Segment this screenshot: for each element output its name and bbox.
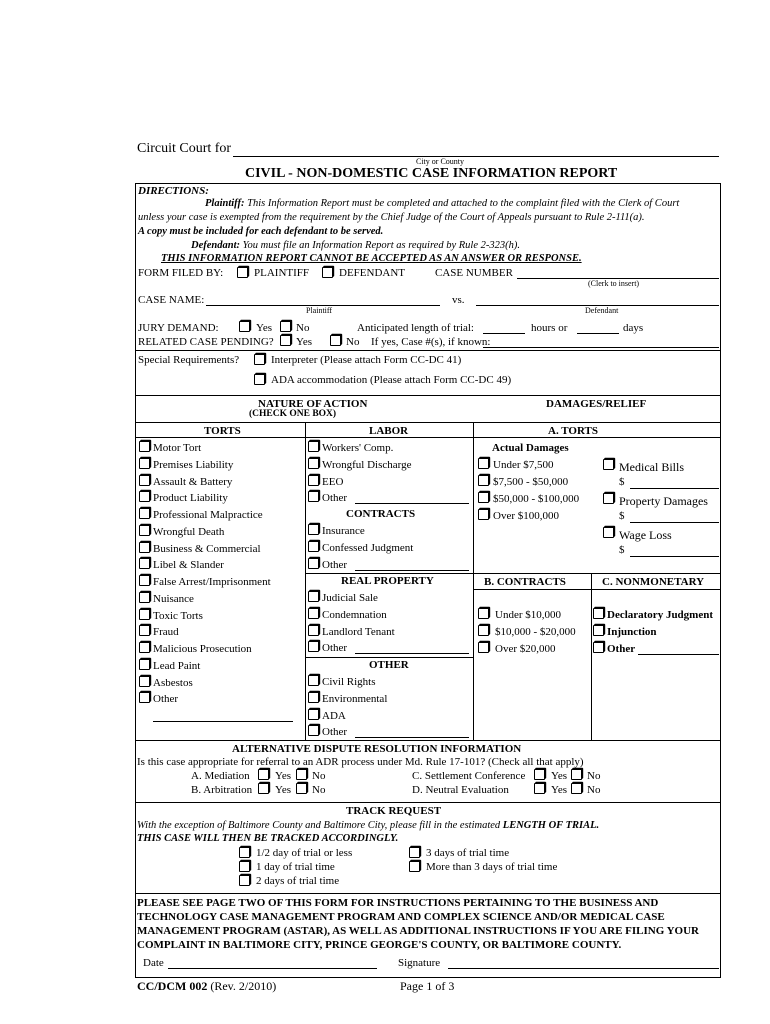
related-no-checkbox[interactable] bbox=[330, 335, 341, 346]
related-no-label: No bbox=[346, 336, 360, 348]
real-landlord-tenant-checkbox[interactable] bbox=[308, 625, 319, 636]
tort-nuisance-label: Nuisance bbox=[153, 592, 194, 605]
nonmonetary-injunction-label: Injunction bbox=[607, 626, 657, 638]
medical-bills-field[interactable] bbox=[630, 476, 719, 489]
column-divider bbox=[591, 573, 592, 740]
plaintiff-sub-label: Plaintiff bbox=[306, 306, 333, 315]
tort-libel-slander-checkbox[interactable] bbox=[139, 558, 150, 569]
labor-other-label: Other bbox=[322, 492, 348, 505]
tort-professional-malpractice-checkbox[interactable] bbox=[139, 508, 150, 519]
actual-under-7-500-checkbox[interactable] bbox=[478, 458, 489, 469]
contract-insurance-label: Insurance bbox=[322, 525, 365, 537]
signature-field[interactable] bbox=[448, 956, 719, 969]
other-environmental-checkbox[interactable] bbox=[308, 692, 319, 703]
real-landlord-tenant-label: Landlord Tenant bbox=[322, 625, 395, 638]
plaintiff-name-field[interactable] bbox=[206, 293, 440, 306]
neutral-yes-label: Yes bbox=[551, 784, 568, 796]
labor-wrongful-discharge-label: Wrongful Discharge bbox=[322, 458, 412, 471]
court-label: Circuit Court for bbox=[137, 141, 232, 156]
settlement-label: C. Settlement Conference bbox=[412, 770, 526, 782]
nonmonetary-other-checkbox[interactable] bbox=[593, 642, 604, 653]
labor-other-checkbox[interactable] bbox=[308, 491, 319, 502]
property-damages-checkbox[interactable] bbox=[603, 493, 614, 504]
track-line-2: THIS CASE WILL THEN BE TRACKED ACCORDINGLY. bbox=[137, 833, 399, 844]
tort-fraud-checkbox[interactable] bbox=[139, 625, 150, 636]
defendant-sub-label: Defendant bbox=[585, 306, 619, 315]
medical-dollar: $ bbox=[619, 476, 625, 488]
column-divider bbox=[305, 422, 306, 740]
tort-asbestos-checkbox[interactable] bbox=[139, 676, 150, 687]
nature-heading: NATURE OF ACTION bbox=[258, 398, 368, 410]
form-filed-by-label: FORM FILED BY: bbox=[138, 267, 224, 279]
b-contract-10-000-20-000-checkbox[interactable] bbox=[478, 625, 489, 636]
track-more-days-label: More than 3 days of trial time bbox=[426, 861, 558, 873]
nonmonetary-injunction-checkbox[interactable] bbox=[593, 625, 604, 636]
b-contract-under-10-000-label: Under $10,000 bbox=[495, 609, 561, 621]
if-yes-label: If yes, Case #(s), if known: bbox=[371, 336, 491, 348]
other-civil-rights-checkbox[interactable] bbox=[308, 675, 319, 686]
notice-line-2: TECHNOLOGY CASE MANAGEMENT PROGRAM AND COMPLEX SCIENCE AND/OR MEDICAL CASE bbox=[137, 911, 665, 923]
b-contracts-heading: B. CONTRACTS bbox=[484, 576, 566, 588]
other-heading: OTHER bbox=[369, 659, 409, 671]
page-number: Page 1 of 3 bbox=[400, 979, 455, 993]
wage-loss-label: Wage Loss bbox=[619, 528, 672, 542]
defendant-name-field[interactable] bbox=[476, 293, 719, 306]
ada-accommodation-label: ADA accommodation (Please attach Form CC-DC 49) bbox=[271, 374, 512, 386]
date-label: Date bbox=[143, 957, 164, 969]
jury-yes-label: Yes bbox=[256, 322, 273, 334]
contract-other-checkbox[interactable] bbox=[308, 558, 319, 569]
real-condemnation-checkbox[interactable] bbox=[308, 608, 319, 619]
vs-label: vs. bbox=[452, 294, 465, 306]
labor-other-field[interactable] bbox=[355, 491, 469, 504]
hours-field[interactable] bbox=[483, 321, 525, 334]
tort-assault-battery-checkbox[interactable] bbox=[139, 475, 150, 486]
defendant-checkbox[interactable] bbox=[322, 267, 333, 278]
tort-other-label: Other bbox=[153, 693, 179, 706]
neutral-yes-checkbox[interactable] bbox=[534, 783, 545, 794]
labor-heading: LABOR bbox=[369, 425, 409, 437]
divider bbox=[473, 437, 721, 438]
actual-7-500-50-000-label: $7,500 - $50,000 bbox=[493, 476, 569, 488]
related-yes-label: Yes bbox=[296, 336, 313, 348]
divider bbox=[135, 893, 721, 894]
settlement-yes-label: Yes bbox=[551, 770, 568, 782]
tort-professional-malpractice-label: Professional Malpractice bbox=[153, 509, 263, 521]
settlement-no-label: No bbox=[587, 770, 601, 782]
track-one-day-checkbox[interactable] bbox=[239, 861, 250, 872]
divider bbox=[135, 802, 721, 803]
tort-business-commercial-checkbox[interactable] bbox=[139, 542, 150, 553]
track-two-days-checkbox[interactable] bbox=[239, 875, 250, 886]
notice-line-3: MANAGEMENT PROGRAM (ASTAR), AS WELL AS ADDITIONAL INSTRUCTIONS IF YOU ARE FILING YOUR bbox=[137, 925, 699, 937]
labor-wrongful-discharge-checkbox[interactable] bbox=[308, 458, 319, 469]
property-damages-label: Property Damages bbox=[619, 494, 708, 508]
tort-motor-tort-label: Motor Tort bbox=[153, 442, 202, 454]
divider bbox=[305, 573, 473, 574]
mediation-label: A. Mediation bbox=[191, 770, 250, 782]
other-ada-checkbox[interactable] bbox=[308, 709, 319, 720]
nonmonetary-declaratory-judgment-label: Declaratory Judgment bbox=[607, 609, 714, 621]
tort-wrongful-death-checkbox[interactable] bbox=[139, 525, 150, 536]
mediation-no-label: No bbox=[312, 770, 326, 782]
divider bbox=[305, 657, 473, 658]
contract-other-field[interactable] bbox=[355, 558, 469, 571]
plaintiff-label: PLAINTIFF bbox=[254, 267, 310, 279]
tort-premises-liability-label: Premises Liability bbox=[153, 458, 234, 471]
column-divider bbox=[473, 422, 474, 740]
actual-under-7-500-label: Under $7,500 bbox=[493, 459, 554, 471]
track-more-days-checkbox[interactable] bbox=[409, 861, 420, 872]
neutral-no-label: No bbox=[587, 784, 601, 796]
divider bbox=[473, 573, 721, 574]
adr-question: Is this case appropriate for referral to an ADR process under Md. Rule 17-101? (Check all that apply) bbox=[137, 756, 584, 768]
defendant-lead: Defendant: bbox=[191, 240, 240, 251]
tort-motor-tort-checkbox[interactable] bbox=[139, 441, 150, 452]
notice-line-4: COMPLAINT IN BALTIMORE CITY, PRINCE GEORGE'S COUNTY, OR BALTIMORE COUNTY. bbox=[137, 939, 622, 951]
hours-or-label: hours or bbox=[531, 322, 568, 334]
interpreter-checkbox[interactable] bbox=[254, 354, 265, 365]
c-nonmonetary-heading: C. NONMONETARY bbox=[602, 576, 705, 588]
other-other-field[interactable] bbox=[355, 725, 469, 738]
labor-eeo-label: EEO bbox=[322, 475, 344, 488]
tort-assault-battery-label: Assault & Battery bbox=[153, 475, 233, 488]
contract-other-label: Other bbox=[322, 558, 348, 571]
divider bbox=[135, 350, 721, 351]
actual-over-100-000-label: Over $100,000 bbox=[493, 510, 559, 522]
tort-asbestos-label: Asbestos bbox=[153, 676, 193, 689]
b-contract-over-20-000-checkbox[interactable] bbox=[478, 642, 489, 653]
tort-libel-slander-label: Libel & Slander bbox=[153, 559, 224, 572]
other-environmental-label: Environmental bbox=[322, 692, 388, 705]
arbitration-no-checkbox[interactable] bbox=[296, 783, 307, 794]
real-other-field[interactable] bbox=[355, 641, 469, 654]
jury-demand-label: JURY DEMAND: bbox=[138, 322, 219, 334]
tort-nuisance-checkbox[interactable] bbox=[139, 592, 150, 603]
labor-workers-comp-checkbox[interactable] bbox=[308, 441, 319, 452]
neutral-no-checkbox[interactable] bbox=[571, 783, 582, 794]
damages-heading: DAMAGES/RELIEF bbox=[546, 398, 647, 410]
actual-7-500-50-000-checkbox[interactable] bbox=[478, 475, 489, 486]
anticipated-label: Anticipated length of trial: bbox=[357, 322, 474, 334]
ada-accommodation-checkbox[interactable] bbox=[254, 374, 265, 385]
actual-over-100-000-checkbox[interactable] bbox=[478, 509, 489, 520]
b-contract-over-20-000-label: Over $20,000 bbox=[495, 643, 556, 655]
copy-note: A copy must be included for each defendant to be served. bbox=[138, 226, 384, 237]
arbitration-no-label: No bbox=[312, 784, 326, 796]
track-line-1a: With the exception of Baltimore County and Baltimore City, please fill in the estimated bbox=[137, 820, 501, 831]
jury-yes-checkbox[interactable] bbox=[239, 321, 250, 332]
track-one-day-label: 1 day of trial time bbox=[256, 861, 335, 873]
arbitration-label: B. Arbitration bbox=[191, 784, 253, 796]
contract-insurance-checkbox[interactable] bbox=[308, 524, 319, 535]
real-condemnation-label: Condemnation bbox=[322, 608, 387, 621]
b-contract-10-000-20-000-label: $10,000 - $20,000 bbox=[495, 626, 576, 638]
divider bbox=[473, 589, 721, 590]
related-yes-checkbox[interactable] bbox=[280, 335, 291, 346]
real-judicial-sale-label: Judicial Sale bbox=[322, 592, 378, 604]
torts-heading: TORTS bbox=[204, 425, 241, 437]
form-id bbox=[137, 979, 276, 994]
actual-50-000-100-000-label: $50,000 - $100,000 bbox=[493, 493, 580, 505]
tort-false-arrest-imprisonment-label: False Arrest/Imprisonment bbox=[153, 576, 271, 588]
tort-lead-paint-checkbox[interactable] bbox=[139, 659, 150, 670]
court-field[interactable] bbox=[233, 142, 719, 157]
actual-damages-label: Actual Damages bbox=[492, 442, 569, 454]
arbitration-yes-checkbox[interactable] bbox=[258, 783, 269, 794]
mediation-no-checkbox[interactable] bbox=[296, 769, 307, 780]
torts-other-field[interactable] bbox=[153, 709, 293, 722]
date-field[interactable] bbox=[168, 956, 377, 969]
tort-wrongful-death-label: Wrongful Death bbox=[153, 525, 225, 538]
wage-dollar: $ bbox=[619, 544, 625, 556]
nonmonetary-declaratory-judgment-checkbox[interactable] bbox=[593, 608, 604, 619]
track-line-1 bbox=[137, 820, 599, 831]
contract-confessed-judgment-label: Confessed Judgment bbox=[322, 541, 414, 554]
city-county-label: City or County bbox=[416, 157, 465, 166]
tort-product-liability-checkbox[interactable] bbox=[139, 491, 150, 502]
track-half-day-label: 1/2 day of trial or less bbox=[256, 847, 353, 859]
jury-no-checkbox[interactable] bbox=[280, 321, 291, 332]
actual-50-000-100-000-checkbox[interactable] bbox=[478, 492, 489, 503]
related-case-field[interactable] bbox=[483, 335, 719, 348]
other-civil-rights-label: Civil Rights bbox=[322, 676, 376, 688]
tort-toxic-torts-checkbox[interactable] bbox=[139, 609, 150, 620]
labor-eeo-checkbox[interactable] bbox=[308, 475, 319, 486]
days-field[interactable] bbox=[577, 321, 619, 334]
tort-fraud-label: Fraud bbox=[153, 626, 179, 639]
track-heading: TRACK REQUEST bbox=[346, 805, 442, 817]
divider bbox=[135, 437, 473, 438]
contracts-heading: CONTRACTS bbox=[346, 508, 416, 520]
tort-lead-paint-label: Lead Paint bbox=[153, 659, 201, 672]
arbitration-yes-label: Yes bbox=[275, 784, 292, 796]
other-other-label: Other bbox=[322, 726, 348, 739]
other-ada-label: ADA bbox=[322, 709, 346, 722]
plaintiff-checkbox[interactable] bbox=[237, 267, 248, 278]
tort-product-liability-label: Product Liability bbox=[153, 492, 228, 505]
real-property-heading: REAL PROPERTY bbox=[341, 575, 434, 587]
property-dollar: $ bbox=[619, 510, 625, 522]
adr-heading: ALTERNATIVE DISPUTE RESOLUTION INFORMATION bbox=[232, 743, 522, 755]
wage-loss-checkbox[interactable] bbox=[603, 527, 614, 538]
plaintiff-text-1: This Information Report must be completed and attached to the complaint filed with the Clerk of Court bbox=[247, 198, 680, 209]
tort-premises-liability-checkbox[interactable] bbox=[139, 458, 150, 469]
directions-heading: DIRECTIONS: bbox=[138, 185, 209, 197]
contract-confessed-judgment-checkbox[interactable] bbox=[308, 541, 319, 552]
wage-loss-field[interactable] bbox=[630, 544, 719, 557]
divider bbox=[135, 395, 721, 396]
track-half-day-checkbox[interactable] bbox=[239, 847, 250, 858]
warning-text: THIS INFORMATION REPORT CANNOT BE ACCEPTED AS AN ANSWER OR RESPONSE. bbox=[161, 253, 582, 264]
case-number-field[interactable] bbox=[517, 266, 719, 279]
b-contract-under-10-000-checkbox[interactable] bbox=[478, 608, 489, 619]
defendant-directions bbox=[191, 240, 520, 251]
settlement-no-checkbox[interactable] bbox=[571, 769, 582, 780]
form-revision: (Rev. 2/2010) bbox=[210, 979, 277, 993]
nonmonetary-other-field[interactable] bbox=[638, 642, 719, 655]
mediation-yes-checkbox[interactable] bbox=[258, 769, 269, 780]
nonmonetary-other-label: Other bbox=[607, 643, 636, 655]
special-req-label: Special Requirements? bbox=[138, 354, 240, 366]
plaintiff-lead: Plaintiff: bbox=[205, 198, 245, 209]
mediation-yes-label: Yes bbox=[275, 770, 292, 782]
jury-no-label: No bbox=[296, 322, 310, 334]
track-two-days-label: 2 days of trial time bbox=[256, 875, 340, 887]
tort-toxic-torts-label: Toxic Torts bbox=[153, 609, 203, 622]
divider bbox=[135, 740, 721, 741]
check-one-label: (CHECK ONE BOX) bbox=[249, 409, 337, 419]
tort-false-arrest-imprisonment-checkbox[interactable] bbox=[139, 575, 150, 586]
case-name-label: CASE NAME: bbox=[138, 294, 205, 306]
page-title: CIVIL - NON-DOMESTIC CASE INFORMATION REPORT bbox=[245, 166, 618, 181]
notice-line-1: PLEASE SEE PAGE TWO OF THIS FORM FOR INSTRUCTIONS PERTAINING TO THE BUSINESS AND bbox=[137, 897, 659, 909]
related-case-label: RELATED CASE PENDING? bbox=[138, 336, 274, 348]
days-label: days bbox=[623, 322, 644, 334]
neutral-label: D. Neutral Evaluation bbox=[412, 784, 509, 796]
defendant-text: You must file an Information Report as required by Rule 2-323(h). bbox=[242, 240, 520, 251]
real-other-checkbox[interactable] bbox=[308, 641, 319, 652]
case-number-label: CASE NUMBER bbox=[435, 267, 513, 279]
signature-label: Signature bbox=[398, 957, 441, 969]
tort-business-commercial-label: Business & Commercial bbox=[153, 542, 261, 555]
defendant-label: DEFENDANT bbox=[339, 267, 405, 279]
track-three-days-label: 3 days of trial time bbox=[426, 847, 510, 859]
real-other-label: Other bbox=[322, 642, 348, 655]
clerk-insert-label: (Clerk to insert) bbox=[588, 279, 640, 288]
a-torts-heading: A. TORTS bbox=[548, 425, 598, 437]
real-judicial-sale-checkbox[interactable] bbox=[308, 591, 319, 602]
settlement-yes-checkbox[interactable] bbox=[534, 769, 545, 780]
plaintiff-directions-1 bbox=[205, 198, 679, 209]
tort-malicious-prosecution-checkbox[interactable] bbox=[139, 642, 150, 653]
medical-bills-label: Medical Bills bbox=[619, 460, 684, 474]
labor-workers-comp-label: Workers' Comp. bbox=[322, 442, 394, 454]
track-three-days-checkbox[interactable] bbox=[409, 847, 420, 858]
medical-bills-checkbox[interactable] bbox=[603, 459, 614, 470]
track-line-1b: LENGTH OF TRIAL. bbox=[502, 820, 600, 831]
other-other-checkbox[interactable] bbox=[308, 725, 319, 736]
tort-other-checkbox[interactable] bbox=[139, 692, 150, 703]
property-damages-field[interactable] bbox=[630, 510, 719, 523]
tort-malicious-prosecution-label: Malicious Prosecution bbox=[153, 643, 252, 655]
interpreter-label: Interpreter (Please attach Form CC-DC 41) bbox=[271, 354, 462, 366]
plaintiff-directions-2: unless your case is exempted from the requirement by the Chief Judge of the Court of Appeals pursuant to Rule 2-111(a). bbox=[138, 212, 645, 223]
form-id-code: CC/DCM 002 bbox=[137, 979, 208, 993]
divider bbox=[135, 422, 721, 423]
